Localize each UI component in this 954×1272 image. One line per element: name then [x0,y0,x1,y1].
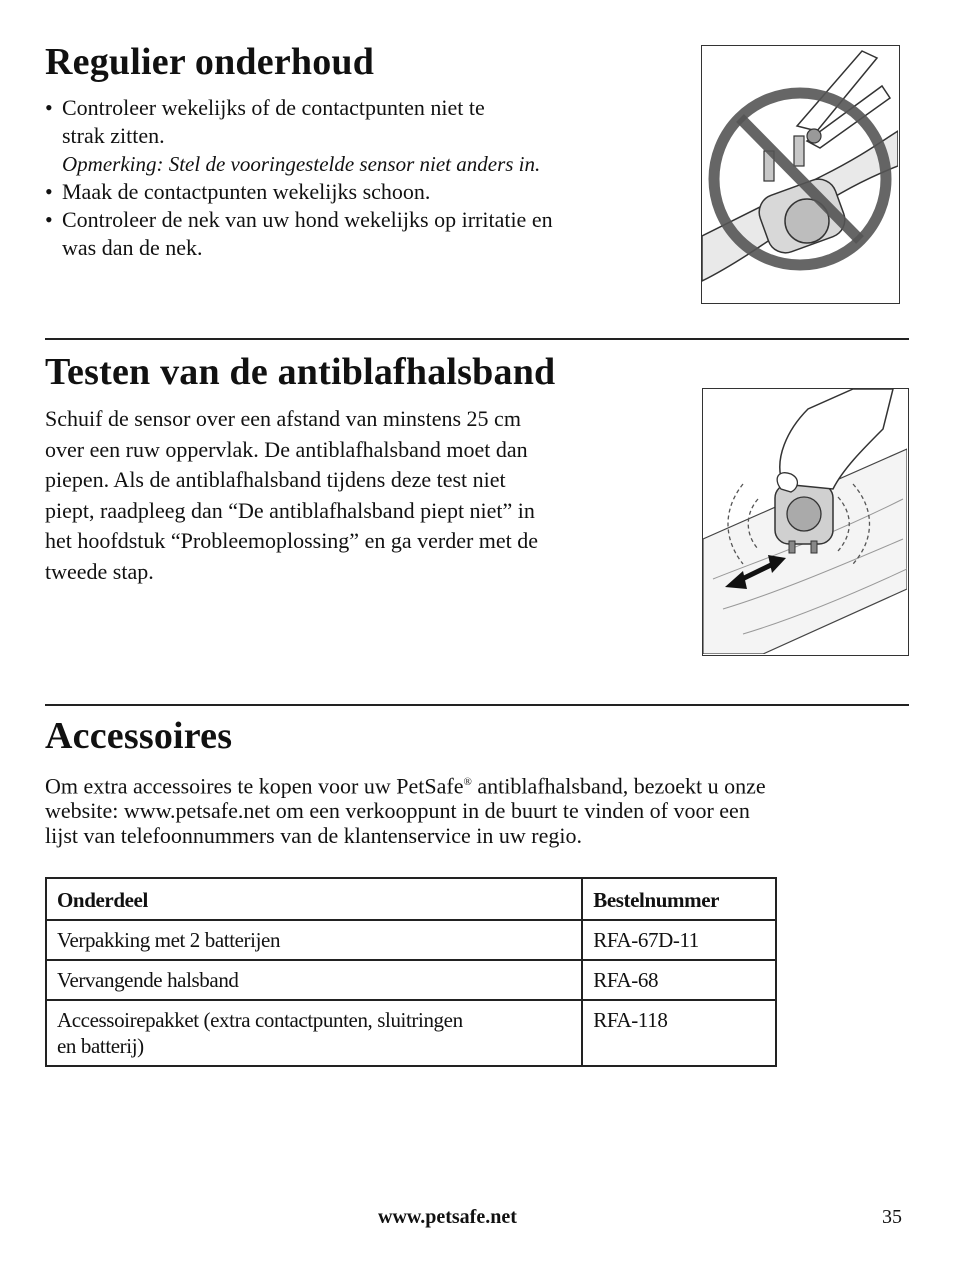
sensor-sliding-icon [703,389,907,654]
collar-prohibited-illustration [701,45,900,304]
accessories-intro-line-1 [45,770,909,798]
bullet-1-line-1: Controleer wekelijks of de contactpunten niet te [62,95,485,120]
table-header-row [46,878,776,920]
table-row [46,960,776,1000]
accessories-intro-line-3: lijst van telefoonnummers van de klantenservice in uw regio. [45,823,583,849]
intro-part-2: antiblafhalsband, bezoekt u onze [471,773,766,799]
bullet-3-line-1: Controleer de nek van uw hond wekelijks op irritatie en [62,207,553,232]
accessories-intro [45,770,909,848]
table-row [46,1000,776,1066]
no-pliers-icon [702,46,898,302]
testing-line-1: Schuif de sensor over een afstand van minstens 25 cm [45,406,521,431]
maintenance-bullet-2 [45,178,685,206]
part-cell-line-2: en batterij) [57,1034,144,1058]
maintenance-bullet-1 [45,94,685,178]
column-header-order-number: Bestelnummer [582,878,776,920]
part-cell-line-1: Accessoirepakket (extra contactpunten, sluitringen [57,1008,463,1032]
part-cell: Verpakking met 2 batterijen [46,920,582,960]
testing-line-3: piepen. Als de antiblafhalsband tijdens deze test niet [45,467,506,492]
accessories-heading: Accessoires [45,715,233,757]
bullet-1-line-2: strak zitten. [62,123,165,148]
part-cell: Vervangende halsband [46,960,582,1000]
footer-website-link[interactable]: www.petsafe.net [378,1206,517,1228]
testing-line-6: tweede stap. [45,558,154,584]
bullet-3-line-2: was dan de nek. [62,235,203,260]
bullet-2-text: Maak de contactpunten wekelijks schoon. [62,179,431,204]
table-row [46,920,776,960]
maintenance-bullet-3 [45,206,685,262]
section-divider-1 [45,338,909,340]
testing-line-5: het hoofdstuk “Probleemoplossing” en ga verder met de [45,528,539,553]
page-number: 35 [882,1206,902,1228]
maintenance-list [45,94,685,262]
testing-line-2: over een ruw oppervlak. De antiblafhalsband moet dan [45,436,528,462]
column-header-part: Onderdeel [46,878,582,920]
part-cell [46,1000,582,1066]
registered-mark: ® [463,776,472,788]
intro-part-1: Om extra accessoires te kopen voor uw PetSafe [45,773,464,799]
order-number-cell: RFA-118 [582,1000,776,1066]
order-number-cell: RFA-67D-11 [582,920,776,960]
maintenance-note: Opmerking: Stel de vooringestelde sensor niet anders in. [62,152,541,176]
maintenance-heading: Regulier onderhoud [45,41,375,83]
testing-paragraph [45,404,685,587]
testing-line-4: piept, raadpleeg dan “De antiblafhalsband piept niet” in [45,497,535,523]
accessories-intro-line-2: website: www.petsafe.net om een verkooppunt in de buurt te vinden of voor een [45,798,750,824]
order-number-cell: RFA-68 [582,960,776,1000]
sensor-test-illustration [702,388,909,656]
testing-heading: Testen van de antiblafhalsband [45,351,556,393]
section-divider-2 [45,704,909,706]
accessories-table [45,877,777,1067]
